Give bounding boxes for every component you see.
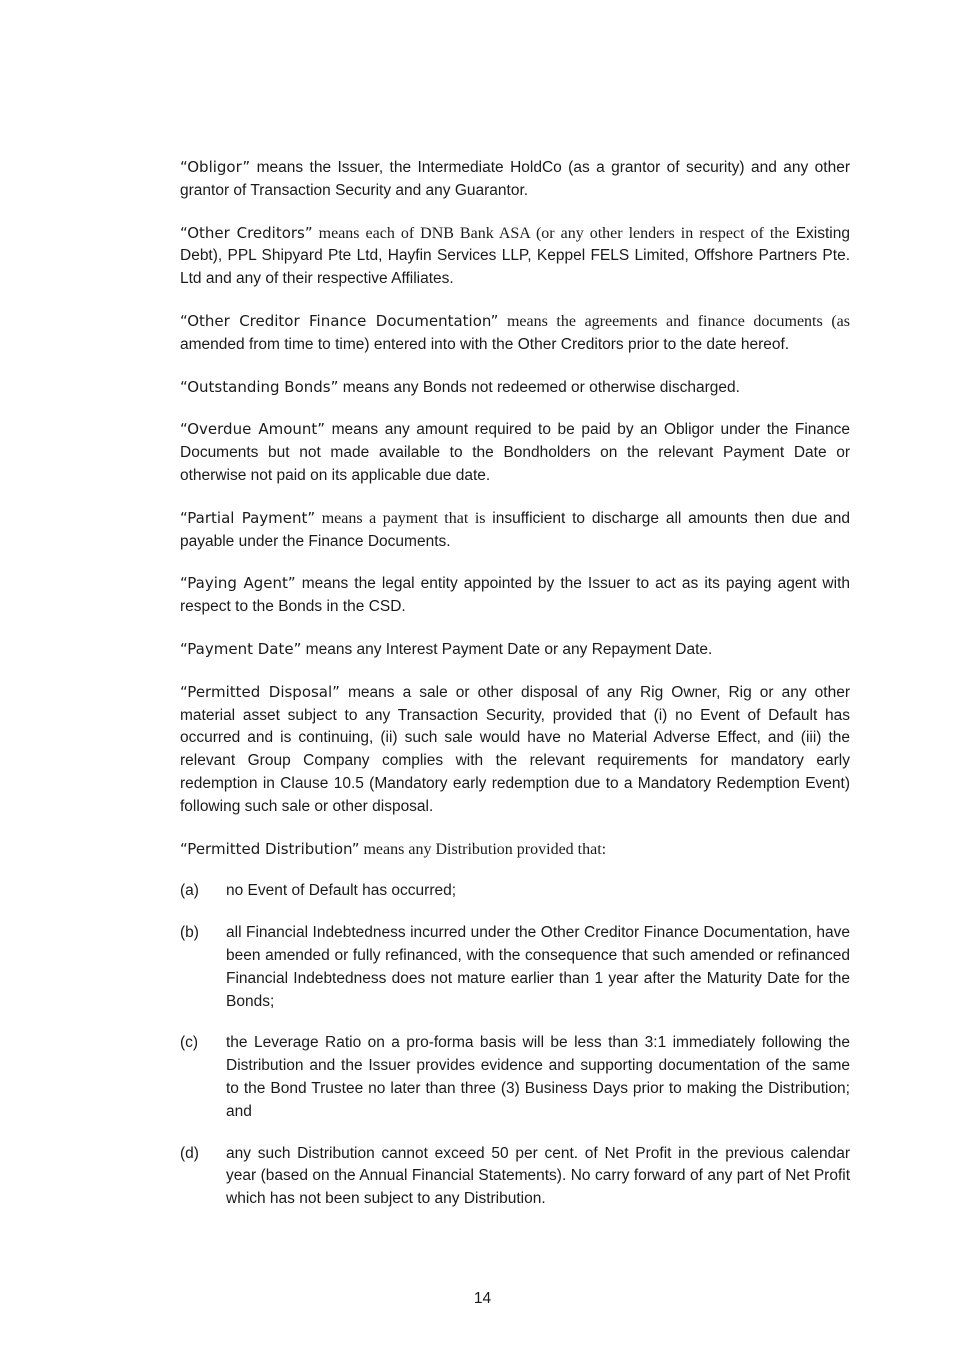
list-marker: (d) xyxy=(180,1144,199,1162)
list-item-text: any such Distribution cannot exceed 50 per cent. of Net Profit in the previous calendar year (based on the Annual Financial Statements). No carry forward of any part of Net Profit which has not been subject to any Distribution. xyxy=(226,1144,850,1208)
definition-outstanding-bonds xyxy=(180,376,850,400)
defined-term: “Partial Payment” xyxy=(180,508,316,527)
defined-term: “Permitted Disposal” xyxy=(180,682,340,701)
defined-term: “Payment Date” xyxy=(180,639,302,658)
definition-text: Existing Debt), PPL Shipyard Pte Ltd, Hayfin Services LLP, Keppel FELS Limited, Offshore Partners Pte. Ltd and any of their respective Affiliates. xyxy=(180,224,850,288)
definition-partial-payment xyxy=(180,507,850,554)
defined-term: “Paying Agent” xyxy=(180,574,296,593)
definition-text-serif: means each of DNB Bank ASA (or any other lenders in respect of the xyxy=(312,224,790,242)
defined-term: “Overdue Amount” xyxy=(180,420,326,439)
definition-text-serif: means any Distribution provided that: xyxy=(359,840,607,858)
list-item-d xyxy=(180,1143,850,1211)
defined-term: “Outstanding Bonds” xyxy=(180,377,339,396)
definition-permitted-disposal xyxy=(180,681,850,819)
list-item-text: the Leverage Ratio on a pro-forma basis will be less than 3:1 immediately following the Distribution and the Issuer provides evidence and supporting documentation of the same to the Bond Trustee no later than three (3) Business Days prior to making the Distribution; and xyxy=(226,1034,850,1120)
definition-text: means the legal entity appointed by the Issuer to act as its paying agent with respect to the Bonds in the CSD. xyxy=(180,575,850,616)
defined-term: “Other Creditors” xyxy=(180,223,313,242)
defined-term: “Other Creditor Finance Documentation” xyxy=(180,311,499,330)
definition-obligor xyxy=(180,156,850,203)
list-item-text: all Financial Indebtedness incurred under the Other Creditor Finance Documentation, have been amended or fully refinanced, with the consequence that such amended or refinanced Financial Indebtedness does not mature earlier than 1 year after the Maturity Date for the Bonds; xyxy=(226,924,850,1010)
list-item-a xyxy=(180,880,850,903)
page-body xyxy=(180,156,850,1230)
definition-text: means any Bonds not redeemed or otherwise discharged. xyxy=(338,378,740,396)
list-marker: (a) xyxy=(180,882,199,900)
definition-text: means any Interest Payment Date or any Repayment Date. xyxy=(301,640,713,658)
list-marker: (b) xyxy=(180,924,199,942)
page-number: 14 xyxy=(473,1290,492,1307)
definition-paying-agent xyxy=(180,572,850,619)
definition-text: means any amount required to be paid by an Obligor under the Finance Documents but not made available to the Bondholders on the relevant Payment Date or otherwise not paid on its applicable due date. xyxy=(180,421,850,484)
definition-text: amended from time to time) entered into with the Other Creditors prior to the date hereof. xyxy=(180,335,790,353)
definition-other-creditor-finance-documentation xyxy=(180,310,850,357)
definition-text: insufficient to discharge all amounts then due and payable under the Finance Documents. xyxy=(180,509,850,550)
list-marker: (c) xyxy=(180,1034,199,1052)
definition-overdue-amount xyxy=(180,418,850,487)
definition-other-creditors xyxy=(180,222,850,291)
defined-term: “Obligor” xyxy=(180,158,251,176)
list-item-c xyxy=(180,1032,850,1123)
definition-text: means the Issuer, the Intermediate HoldCo (as a grantor of security) and any other grantor of Transaction Security and any Guarantor. xyxy=(180,159,850,199)
definition-text: means a sale or other disposal of any Rig Owner, Rig or any other material asset subject to any Transaction Security, provided that (i) no Event of Default has occurred and is continuing, (ii) such sale would have no Material Adverse Effect, and (iii) the relevant Group Company complies with the relevant requirements for mandatory early redemption in Clause 10.5 (Mandatory early redemption due to a Mandatory Redemption Event) following such sale or other disposal. xyxy=(180,683,850,815)
definition-text-serif: means the agreements and finance documents (as xyxy=(498,312,850,330)
defined-term: “Permitted Distribution” xyxy=(180,839,360,858)
definition-text-serif: means a payment that is xyxy=(315,509,486,527)
list-item-text: no Event of Default has occurred; xyxy=(226,882,457,900)
definition-permitted-distribution xyxy=(180,838,850,862)
definition-payment-date xyxy=(180,638,850,662)
list-item-b xyxy=(180,922,850,1013)
